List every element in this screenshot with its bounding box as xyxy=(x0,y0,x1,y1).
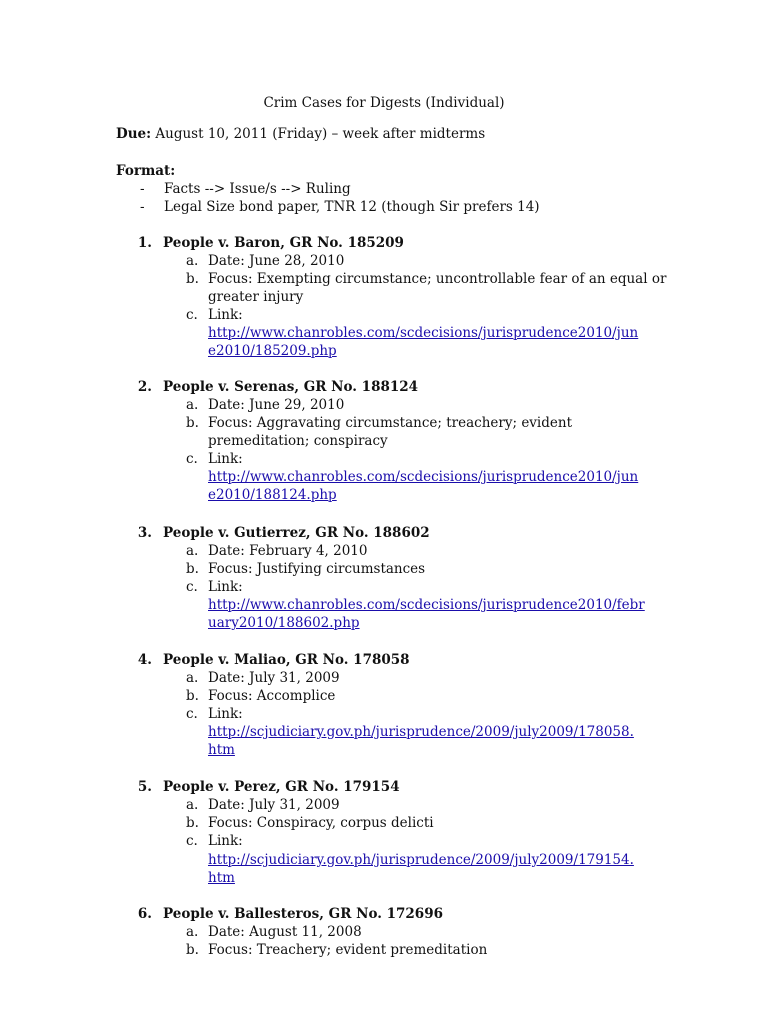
case-date: Date: June 28, 2010 xyxy=(208,253,345,269)
item-letter: a. xyxy=(186,543,199,559)
item-letter: c. xyxy=(186,706,198,722)
case-number: 5. xyxy=(137,779,152,795)
case-link-cont[interactable]: uary2010/188602.php xyxy=(208,615,360,631)
item-letter: b. xyxy=(186,942,199,958)
item-letter: c. xyxy=(186,451,198,467)
item-letter: c. xyxy=(186,307,198,323)
case-focus: Focus: Accomplice xyxy=(208,688,336,704)
case-link[interactable]: http://scjudiciary.gov.ph/jurisprudence/2009/july2009/178058. xyxy=(208,724,634,740)
case-date: Date: February 4, 2010 xyxy=(208,543,368,559)
case-link[interactable]: http://www.chanrobles.com/scdecisions/jurisprudence2010/jun xyxy=(208,469,639,485)
item-letter: b. xyxy=(186,561,199,577)
item-letter: a. xyxy=(186,797,199,813)
link-label: Link: xyxy=(208,307,243,323)
case-link-cont[interactable]: htm xyxy=(208,870,235,886)
case-heading: People v. Gutierrez, GR No. 188602 xyxy=(163,525,430,541)
case-focus: Focus: Treachery; evident premeditation xyxy=(208,942,488,958)
case-focus-cont: premeditation; conspiracy xyxy=(208,433,388,449)
link-label: Link: xyxy=(208,706,243,722)
link-label: Link: xyxy=(208,451,243,467)
case-number: 2. xyxy=(137,379,152,395)
case-link-cont[interactable]: e2010/188124.php xyxy=(208,487,337,503)
case-date: Date: June 29, 2010 xyxy=(208,397,345,413)
link-label: Link: xyxy=(208,579,243,595)
item-letter: c. xyxy=(186,579,198,595)
format-label: Format: xyxy=(116,163,176,179)
case-link[interactable]: http://scjudiciary.gov.ph/jurisprudence/2009/july2009/179154. xyxy=(208,852,634,868)
case-link[interactable]: http://www.chanrobles.com/scdecisions/jurisprudence2010/jun xyxy=(208,325,639,341)
case-focus: Focus: Aggravating circumstance; treachery; evident xyxy=(208,415,572,431)
format-bullet-dash: - xyxy=(140,181,145,197)
case-heading: People v. Maliao, GR No. 178058 xyxy=(163,652,410,668)
item-letter: a. xyxy=(186,253,199,269)
case-heading: People v. Serenas, GR No. 188124 xyxy=(163,379,419,395)
item-letter: b. xyxy=(186,271,199,287)
case-link-cont[interactable]: htm xyxy=(208,742,235,758)
case-date: Date: July 31, 2009 xyxy=(208,670,340,686)
case-number: 4. xyxy=(137,652,152,668)
case-heading: People v. Baron, GR No. 185209 xyxy=(163,235,404,251)
case-number: 3. xyxy=(137,525,152,541)
item-letter: a. xyxy=(186,670,199,686)
link-label: Link: xyxy=(208,833,243,849)
item-letter: c. xyxy=(186,833,198,849)
case-date: Date: July 31, 2009 xyxy=(208,797,340,813)
case-heading: People v. Perez, GR No. 179154 xyxy=(163,779,400,795)
due-text: August 10, 2011 (Friday) – week after midterms xyxy=(155,126,486,142)
format-bullet: Legal Size bond paper, TNR 12 (though Sir prefers 14) xyxy=(164,199,540,215)
page-title: Crim Cases for Digests (Individual) xyxy=(263,95,505,111)
format-bullet-dash: - xyxy=(140,199,145,215)
case-focus-cont: greater injury xyxy=(208,289,304,305)
case-link[interactable]: http://www.chanrobles.com/scdecisions/jurisprudence2010/febr xyxy=(208,597,645,613)
case-number: 1. xyxy=(137,235,152,251)
item-letter: a. xyxy=(186,397,199,413)
case-date: Date: August 11, 2008 xyxy=(208,924,362,940)
case-link-cont[interactable]: e2010/185209.php xyxy=(208,343,337,359)
item-letter: b. xyxy=(186,415,199,431)
item-letter: a. xyxy=(186,924,199,940)
format-bullet: Facts --> Issue/s --> Ruling xyxy=(164,181,351,197)
item-letter: b. xyxy=(186,815,199,831)
case-focus: Focus: Justifying circumstances xyxy=(208,561,426,577)
item-letter: b. xyxy=(186,688,199,704)
case-number: 6. xyxy=(137,906,152,922)
case-heading: People v. Ballesteros, GR No. 172696 xyxy=(163,906,443,922)
due-label: Due: xyxy=(116,126,152,142)
due-line xyxy=(116,125,485,143)
case-focus: Focus: Exempting circumstance; uncontrollable fear of an equal or xyxy=(208,271,667,287)
case-focus: Focus: Conspiracy, corpus delicti xyxy=(208,815,434,831)
